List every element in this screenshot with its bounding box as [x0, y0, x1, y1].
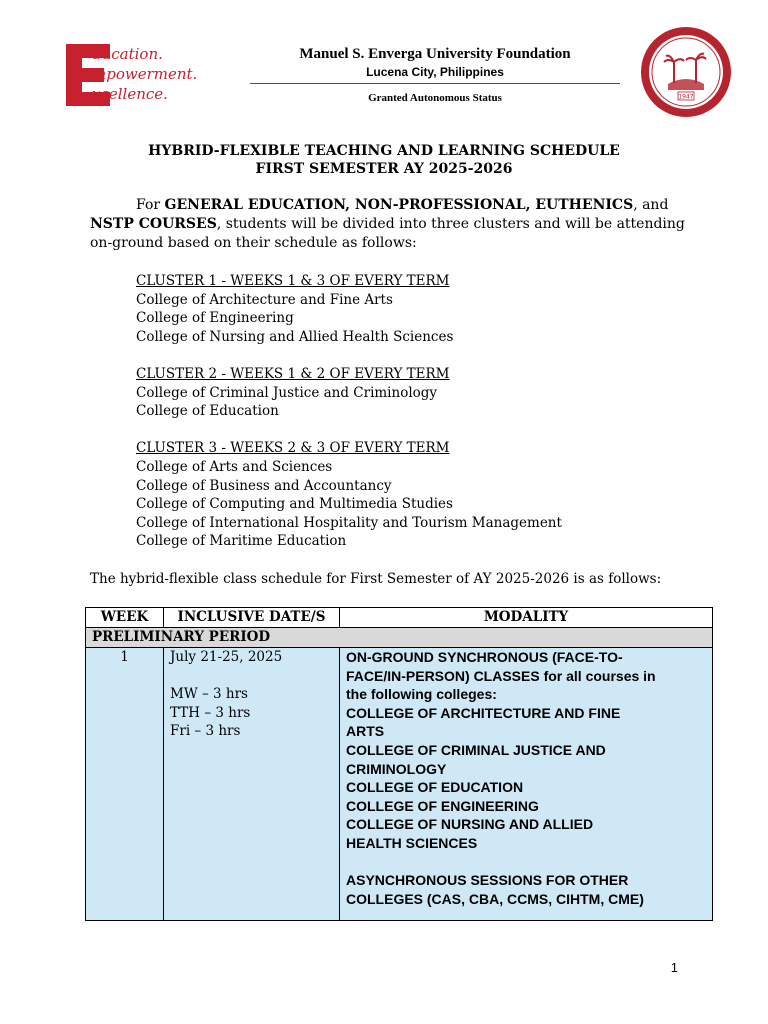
period-label: PRELIMINARY PERIOD [86, 628, 713, 648]
list-item: College of Business and Accountancy [136, 477, 392, 494]
modality-line: ON-GROUND SYNCHRONOUS (FACE-TO- [346, 649, 623, 665]
seal-year: 1947 [678, 93, 694, 101]
university-city: Lucena City, Philippines [366, 65, 504, 79]
list-item: College of Computing and Multimedia Studies [136, 496, 453, 513]
title-line-1: HYBRID-FLEXIBLE TEACHING AND LEARNING SCHEDULE [148, 143, 620, 159]
cluster-3 [136, 439, 696, 551]
intro-text-1: For [136, 197, 165, 213]
hours-fri: Fri – 3 hrs [170, 723, 241, 740]
university-name: Manuel S. Enverga University Foundation [299, 46, 571, 62]
table-row [86, 648, 713, 921]
document-title [0, 142, 768, 178]
modality-line: COLLEGE OF EDUCATION [346, 779, 524, 796]
list-item: College of Engineering [136, 310, 294, 327]
cluster-list [136, 272, 696, 570]
column-header-dates: INCLUSIVE DATE/S [164, 608, 340, 628]
modality-line: the following colleges: [346, 686, 497, 703]
page-number: 1 [670, 960, 678, 975]
intro-paragraph [90, 196, 690, 253]
logo-line-2: mpowerment. [92, 65, 198, 83]
cluster-heading: CLUSTER 2 - WEEKS 1 & 2 OF EVERY TERM [136, 365, 450, 382]
modality-line: HEALTH SCIENCES [346, 834, 478, 851]
intro-bold-2: NSTP COURSES [90, 216, 217, 232]
modality-line: ARTS [346, 723, 385, 740]
schedule-intro-text: The hybrid-flexible class schedule for First Semester of AY 2025-2026 is as follows: [90, 571, 662, 587]
modality-line: COLLEGE OF ARCHITECTURE AND FINE [346, 704, 621, 721]
title-line-2: FIRST SEMESTER AY 2025-2026 [255, 161, 513, 177]
modality-line: CRIMINOLOGY [346, 760, 447, 777]
intro-bold-1: GENERAL EDUCATION, NON-PROFESSIONAL, EUTHENICS [164, 197, 634, 213]
header-divider [250, 83, 620, 84]
logo-line-1: ducation. [92, 45, 163, 63]
logo-education-empowerment-excellence [66, 44, 226, 106]
modality-line: COLLEGE OF ENGINEERING [346, 797, 539, 814]
table-header-row [86, 608, 713, 628]
cluster-heading: CLUSTER 3 - WEEKS 2 & 3 OF EVERY TERM [136, 440, 450, 457]
cluster-heading: CLUSTER 1 - WEEKS 1 & 3 OF EVERY TERM [136, 273, 450, 289]
column-header-week: WEEK [86, 608, 164, 628]
modality-line: COLLEGE OF CRIMINAL JUSTICE AND [346, 741, 606, 758]
cluster-1 [136, 272, 696, 346]
schedule-table [85, 607, 713, 921]
list-item: College of Nursing and Allied Health Sciences [136, 328, 454, 345]
hours-mw: MW – 3 hrs [170, 686, 248, 703]
list-item: College of Architecture and Fine Arts [136, 291, 393, 308]
modality-line: FACE/IN-PERSON) CLASSES for all courses in [346, 667, 656, 684]
period-row [86, 628, 713, 648]
date-range: July 21-25, 2025 [170, 649, 283, 665]
list-item: College of Arts and Sciences [136, 458, 333, 475]
intro-text-2: , and [633, 197, 669, 213]
week-cell: 1 [86, 648, 164, 921]
modality-line: COLLEGE OF NURSING AND ALLIED [346, 816, 594, 833]
dates-cell [164, 648, 340, 921]
list-item: College of Maritime Education [136, 533, 347, 550]
column-header-modality: MODALITY [340, 608, 713, 628]
logo-text [84, 44, 244, 104]
list-item: College of International Hospitality and Tourism Management [136, 514, 562, 531]
autonomous-status: Granted Autonomous Status [368, 92, 502, 104]
list-item: College of Criminal Justice and Criminology [136, 384, 438, 401]
cluster-2 [136, 365, 696, 421]
letterhead [250, 44, 620, 106]
async-line: ASYNCHRONOUS SESSIONS FOR OTHER [346, 872, 629, 889]
modality-cell [340, 648, 713, 921]
logo-line-3: xcellence. [92, 85, 168, 103]
hours-tth: TTH – 3 hrs [170, 704, 251, 721]
intro-text-3: , students will be divided into three clusters and will be attending on-ground based on their schedule as follows: [90, 216, 685, 251]
async-line: COLLEGES (CAS, CBA, CCMS, CIHTM, CME) [346, 890, 644, 907]
university-seal-icon [640, 26, 732, 118]
list-item: College of Education [136, 403, 279, 420]
